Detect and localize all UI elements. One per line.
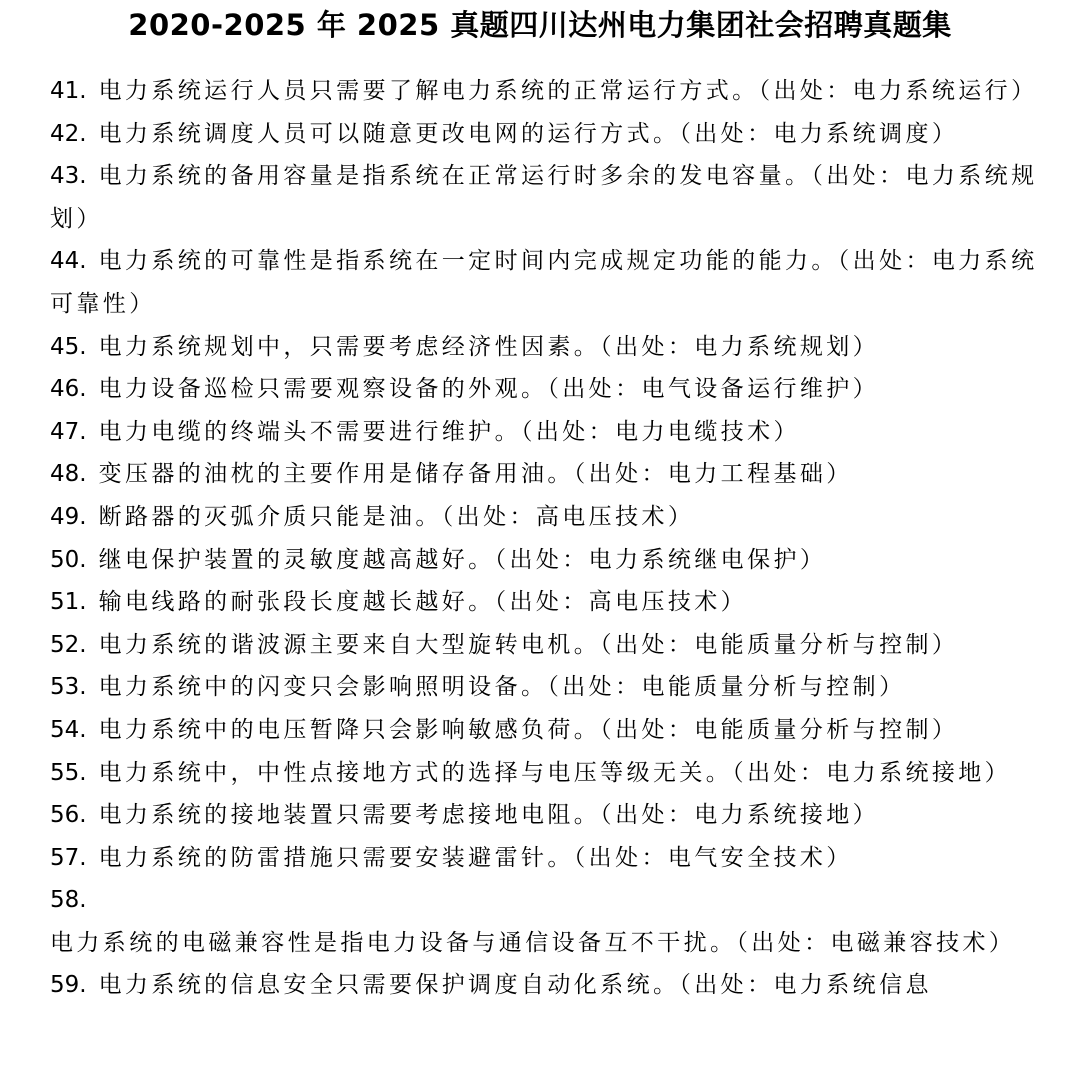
- question-text: 电力系统的防雷措施只需要安装避雷针。（出处：电气安全技术）: [98, 844, 853, 871]
- question-text: 电力系统的电磁兼容性是指电力设备与通信设备互不干扰。（出处：电磁兼容技术）: [50, 929, 1016, 956]
- question-text: 继电保护装置的灵敏度越高越好。（出处：电力系统继电保护）: [98, 546, 827, 573]
- question-item: [50, 539, 1060, 582]
- question-item: [50, 411, 1060, 454]
- question-text: 输电线路的耐张段长度越长越好。（出处：高电压技术）: [98, 589, 748, 616]
- question-item: [50, 453, 1060, 496]
- question-number: 49.: [50, 503, 87, 530]
- document-title: 2020-2025 年 2025 真题四川达州电力集团社会招聘真题集: [128, 8, 952, 42]
- question-item: [50, 70, 1060, 113]
- question-item: [50, 666, 1060, 709]
- question-text: 电力系统中的闪变只会影响照明设备。（出处：电能质量分析与控制）: [98, 674, 906, 701]
- question-item: [50, 752, 1060, 795]
- question-number: 56.: [50, 802, 87, 829]
- question-item: [50, 624, 1060, 667]
- question-number: 50.: [50, 546, 87, 573]
- question-number: 59.: [50, 972, 87, 999]
- question-text: 电力系统的信息安全只需要保护调度自动化系统。（出处：电力系统信息: [98, 972, 932, 999]
- question-number: 42.: [50, 120, 87, 147]
- question-text: 变压器的油枕的主要作用是储存备用油。（出处：电力工程基础）: [98, 461, 853, 488]
- question-text: 电力电缆的终端头不需要进行维护。（出处：电力电缆技术）: [98, 418, 800, 445]
- question-number: 52.: [50, 631, 87, 658]
- question-number: 58.: [50, 887, 87, 914]
- question-item: [50, 368, 1060, 411]
- question-item: [50, 709, 1060, 752]
- question-number: 51.: [50, 589, 87, 616]
- question-text: 电力系统的谐波源主要来自大型旋转电机。（出处：电能质量分析与控制）: [98, 631, 959, 658]
- question-number: 53.: [50, 674, 87, 701]
- question-item: [50, 496, 1060, 539]
- question-number: 55.: [50, 759, 87, 786]
- question-text: 电力系统中，中性点接地方式的选择与电压等级无关。（出处：电力系统接地）: [98, 759, 1012, 786]
- question-item: [50, 240, 1060, 325]
- question-item: [50, 879, 1060, 964]
- question-number: 44.: [50, 248, 87, 275]
- question-text: 电力系统的可靠性是指系统在一定时间内完成规定功能的能力。（出处：电力系统可靠性）: [50, 248, 1038, 317]
- question-text: 断路器的灭弧介质只能是油。（出处：高电压技术）: [98, 503, 695, 530]
- question-number: 54.: [50, 716, 87, 743]
- question-number: 45.: [50, 333, 87, 360]
- question-item: [50, 964, 1060, 1007]
- question-text: 电力设备巡检只需要观察设备的外观。（出处：电气设备运行维护）: [98, 376, 880, 403]
- question-item: [50, 581, 1060, 624]
- question-number: 47.: [50, 418, 87, 445]
- question-text: 电力系统调度人员可以随意更改电网的运行方式。（出处：电力系统调度）: [98, 120, 959, 147]
- question-item: [50, 326, 1060, 369]
- question-item: [50, 155, 1060, 240]
- question-list: [50, 70, 1060, 1007]
- question-text: 电力系统运行人员只需要了解电力系统的正常运行方式。（出处：电力系统运行）: [98, 78, 1038, 104]
- question-item: [50, 837, 1060, 880]
- question-text: 电力系统中的电压暂降只会影响敏感负荷。（出处：电能质量分析与控制）: [98, 716, 959, 743]
- question-text: 电力系统的备用容量是指系统在正常运行时多余的发电容量。（出处：电力系统规划）: [50, 163, 1038, 232]
- question-text: 电力系统的接地装置只需要考虑接地电阻。（出处：电力系统接地）: [98, 802, 880, 829]
- question-item: [50, 113, 1060, 156]
- question-number: 43.: [50, 163, 87, 190]
- question-item: [50, 794, 1060, 837]
- question-number: 48.: [50, 461, 87, 488]
- question-number: 46.: [50, 376, 87, 403]
- question-number: 41.: [50, 78, 87, 104]
- question-text: 电力系统规划中，只需要考虑经济性因素。（出处：电力系统规划）: [98, 333, 880, 360]
- question-number: 57.: [50, 844, 87, 871]
